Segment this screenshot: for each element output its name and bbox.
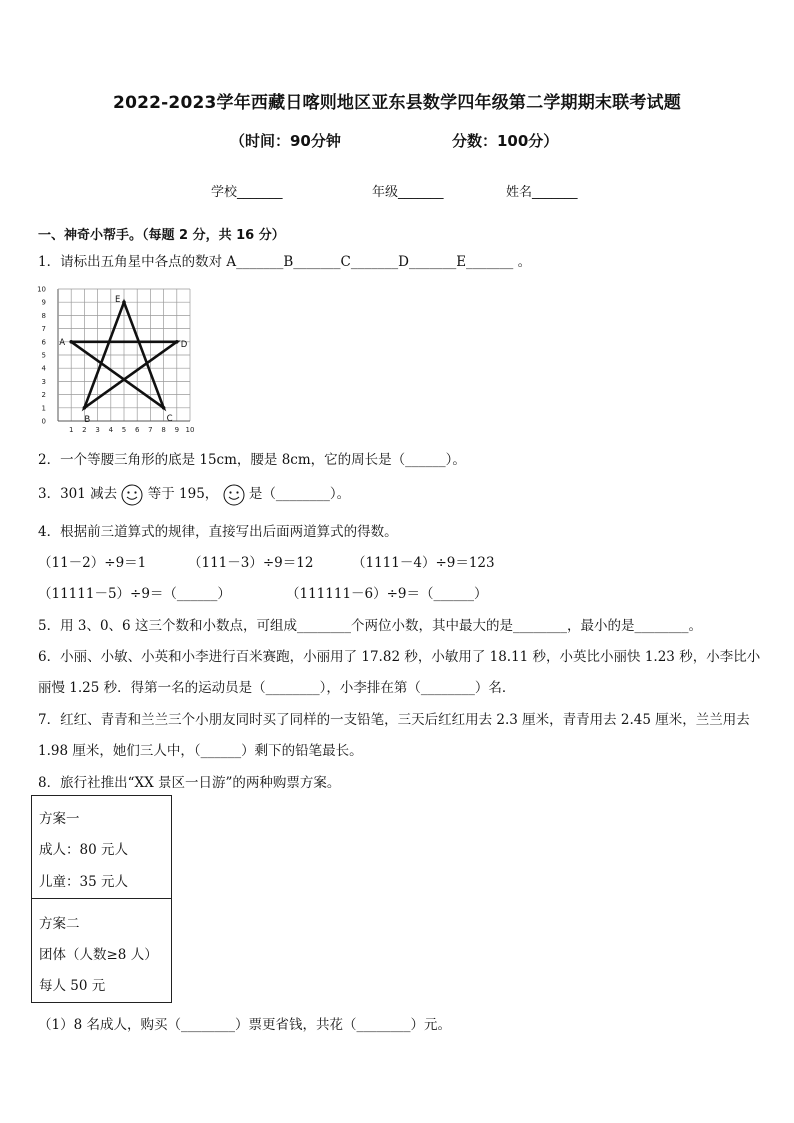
star-vertex <box>69 340 73 344</box>
question-3-part-c: 是（________）。 <box>248 486 351 502</box>
y-tick-label: 7 <box>41 325 46 334</box>
equation-5: （111111－6）÷9＝（______） <box>286 586 488 602</box>
star-point-label: D <box>180 339 188 350</box>
star-point-label: A <box>59 337 66 348</box>
question-2: 2．一个等腰三角形的底是 15cm，腰是 8cm，它的周长是（______）。 <box>38 452 466 468</box>
question-6-line-2: 丽慢 1.25 秒．得第一名的运动员是（________），小李排在第（________）名． <box>38 680 516 696</box>
plan-2-title: 方案二 <box>39 916 80 932</box>
grid-lines <box>58 289 190 421</box>
star-vertex <box>83 406 87 410</box>
question-7-line-1: 7．红红、青青和兰兰三个小朋友同时买了同样的一支铅笔，三天后红红用去 2.3 厘米，青青用去 2.45 厘米，兰兰用去 <box>38 712 750 728</box>
question-3 <box>38 482 350 506</box>
question-8: 8．旅行社推出“XX 景区一日游”的两种购票方案。 <box>38 775 341 791</box>
plan-1-child-price: 儿童：35 元人 <box>39 874 128 890</box>
x-tick-label: 5 <box>121 426 127 434</box>
question-5: 5．用 3、0、6 这三个数和小数点，可组成________个两位小数，其中最大的是________，最小的是________。 <box>38 618 702 634</box>
question-8-part-1: （1）8 名成人，购买（________）票更省钱，共花（________）元。 <box>38 1017 451 1033</box>
plan-2-per-person-price: 每人 50 元 <box>39 978 106 994</box>
y-tick-label: 5 <box>41 351 46 360</box>
y-tick-label: 6 <box>41 338 46 347</box>
grade-field[interactable]: 年级_______ <box>372 185 444 200</box>
y-axis-ticks <box>37 286 46 426</box>
equation-2: （111－3）÷9＝12 <box>188 555 314 571</box>
x-tick-label: 10 <box>185 426 195 434</box>
y-tick-label: 8 <box>41 311 46 320</box>
plan-1-title: 方案一 <box>39 811 80 827</box>
y-tick-label: 9 <box>41 298 46 307</box>
section-title: 一、神奇小帮手。（每题 2 分，共 16 分） <box>38 228 285 243</box>
y-tick-label: 0 <box>41 417 46 426</box>
equation-1: （11－2）÷9＝1 <box>38 555 147 571</box>
star-point-label: E <box>115 295 121 306</box>
plan-1-box <box>31 795 172 899</box>
name-field[interactable]: 姓名_______ <box>506 185 578 200</box>
x-tick-label: 7 <box>148 426 153 434</box>
x-tick-label: 3 <box>95 426 100 434</box>
plan-2-box <box>31 898 172 1003</box>
question-3-part-a: 3．301 减去 <box>38 486 118 502</box>
exam-time: （时间：90分钟 <box>230 132 341 150</box>
star-grid-figure <box>28 276 238 436</box>
y-tick-label: 1 <box>41 404 46 413</box>
x-tick-label: 9 <box>174 426 180 434</box>
star-point-label: B <box>84 414 91 425</box>
question-7-line-2: 1.98 厘米，她们三人中，（______）剩下的铅笔最长。 <box>38 743 363 759</box>
star-points <box>59 295 188 425</box>
y-tick-label: 2 <box>41 391 46 400</box>
x-tick-label: 4 <box>108 426 114 434</box>
school-field[interactable]: 学校_______ <box>211 185 283 200</box>
star-vertex <box>175 340 179 344</box>
question-6-line-1: 6．小丽、小敏、小英和小李进行百米赛跑，小丽用了 17.82 秒，小敏用了 18.11 秒，小英比小丽快 1.23 秒，小李比小 <box>38 649 761 665</box>
smiley-face-icon <box>121 484 143 506</box>
equation-4: （11111－5）÷9＝（______） <box>38 586 231 602</box>
question-1: 1．请标出五角星中各点的数对 A_______B_______C_______D_______E_______ 。 <box>38 254 532 270</box>
plan-2-group-condition: 团体（人数≥8 人） <box>39 947 158 963</box>
x-tick-label: 2 <box>82 426 87 434</box>
x-tick-label: 6 <box>134 426 140 434</box>
star-point-label: C <box>166 413 173 424</box>
y-tick-label: 4 <box>41 364 46 373</box>
plan-1-adult-price: 成人：80 元人 <box>39 842 128 858</box>
page-title: 2022-2023学年西藏日喀则地区亚东县数学四年级第二学期期末联考试题 <box>113 93 681 113</box>
x-tick-label: 8 <box>161 426 166 434</box>
question-4: 4．根据前三道算式的规律，直接写出后面两道算式的得数。 <box>38 524 398 540</box>
question-3-part-b: 等于 195， <box>147 486 219 502</box>
smiley-face-icon <box>223 484 245 506</box>
star-vertex <box>122 300 126 304</box>
y-tick-label: 3 <box>41 377 46 386</box>
y-tick-label: 10 <box>37 285 46 294</box>
star-vertex <box>162 406 166 410</box>
equation-3: （1111－4）÷9＝123 <box>352 555 495 571</box>
x-axis-ticks <box>69 426 194 434</box>
exam-score: 分数：100分） <box>452 132 559 150</box>
x-tick-label: 1 <box>68 426 74 434</box>
